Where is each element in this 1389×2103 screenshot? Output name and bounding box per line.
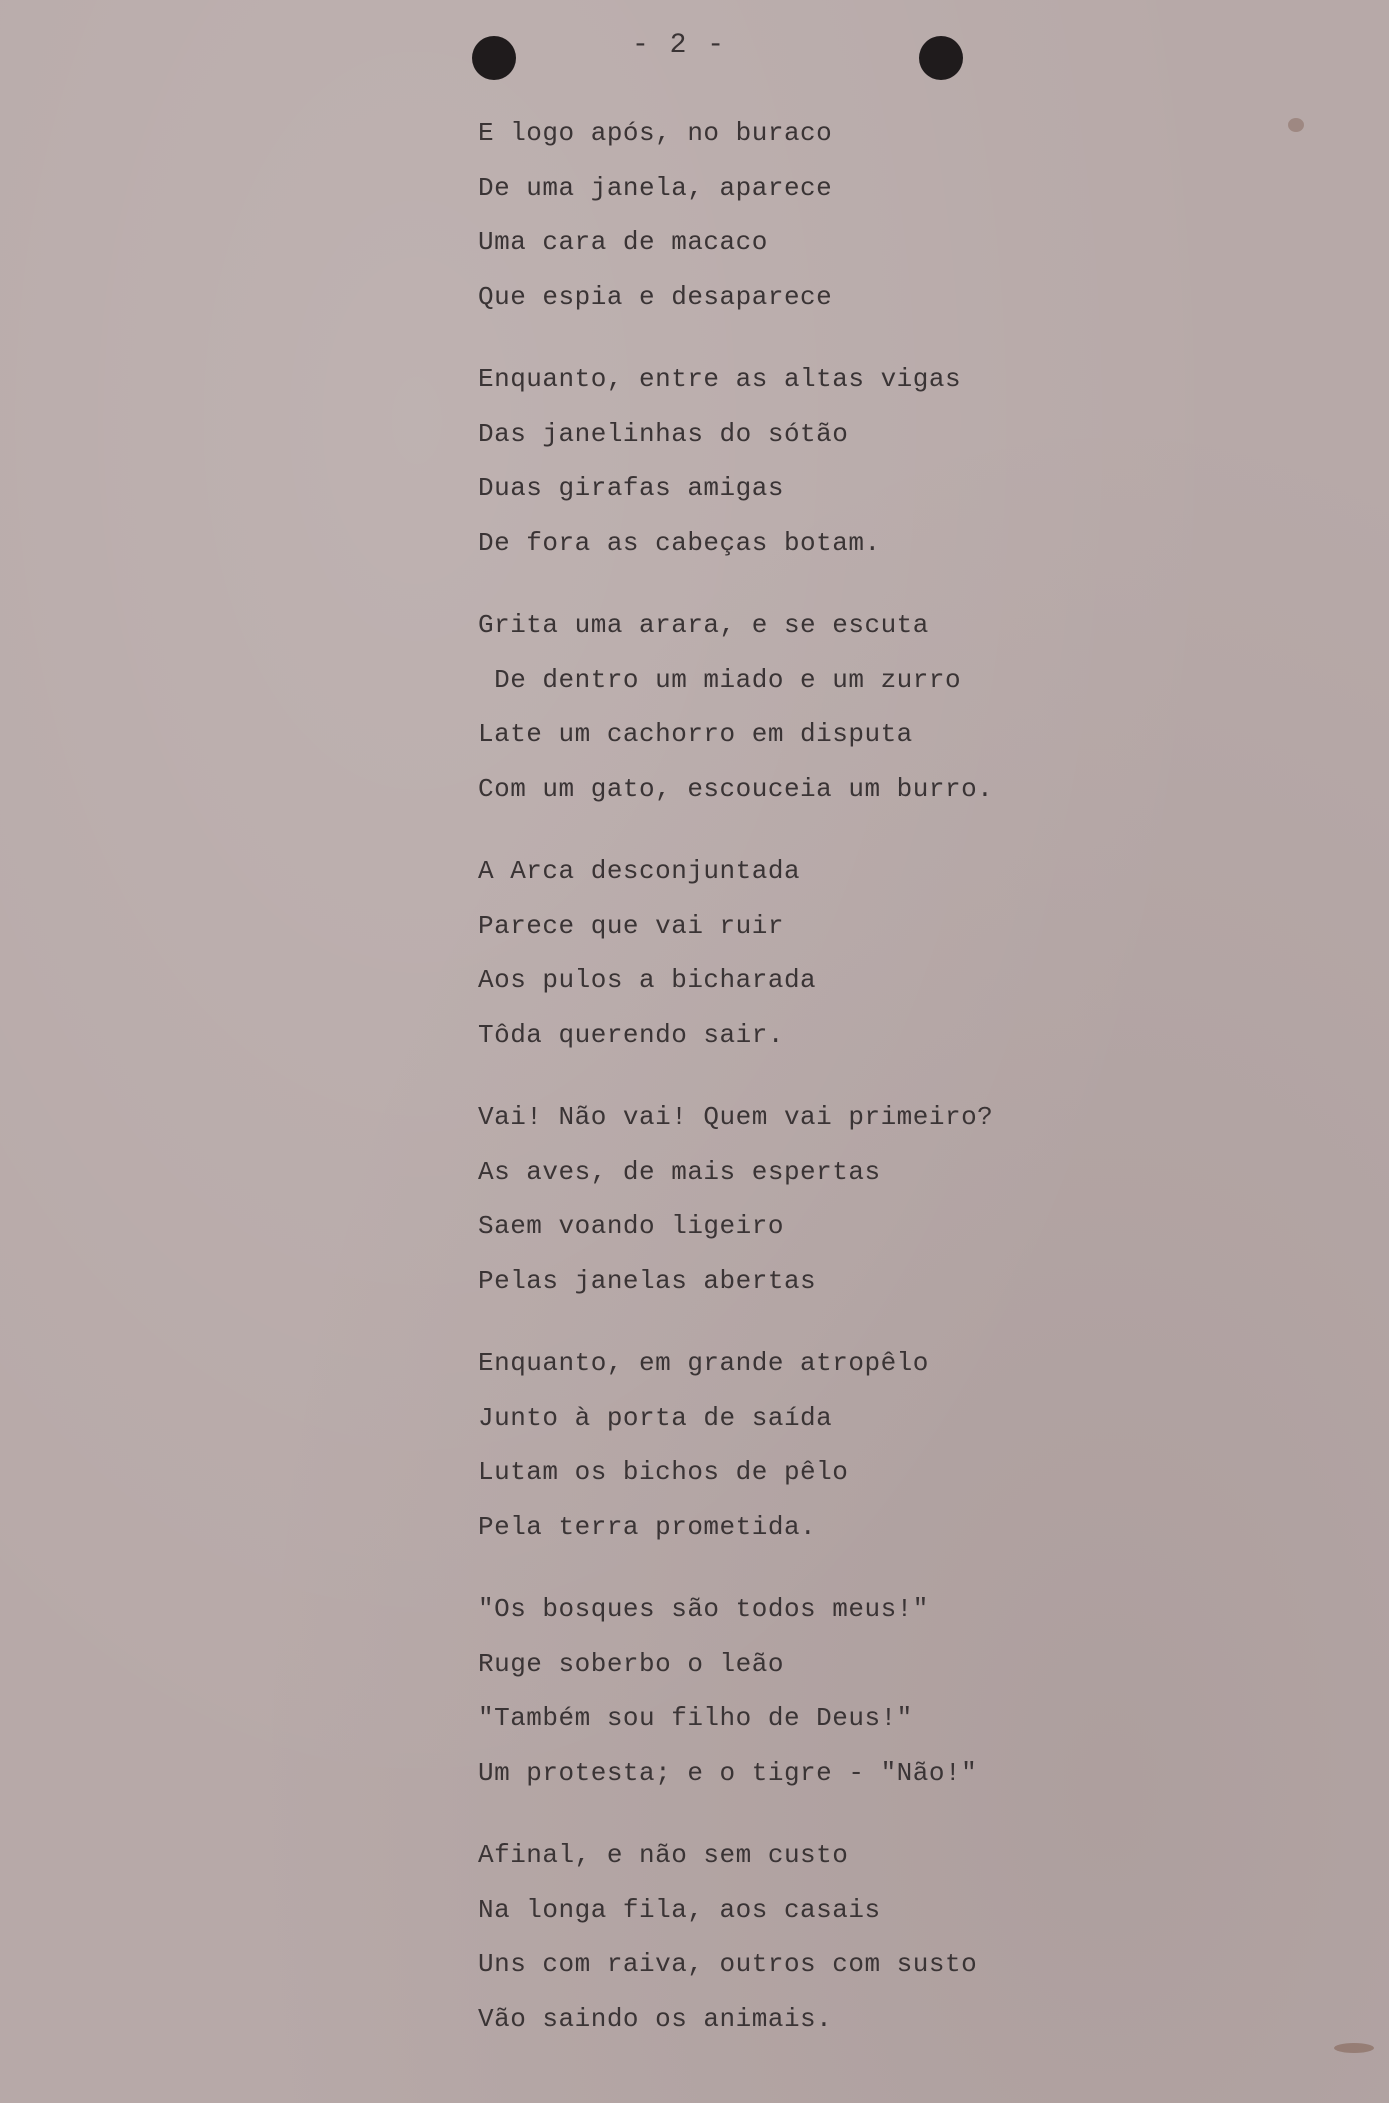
stanza bbox=[478, 844, 1118, 1062]
stanza bbox=[478, 106, 1118, 324]
punch-hole-left bbox=[472, 36, 516, 80]
poem-line: Ruge soberbo o leão bbox=[478, 1648, 784, 1679]
poem-line: Vai! Não vai! Quem vai primeiro? bbox=[478, 1102, 994, 1132]
stanza bbox=[478, 1090, 1118, 1308]
poem-line: Enquanto, em grande atropêlo bbox=[478, 1348, 929, 1378]
poem-line: Enquanto, entre as altas vigas bbox=[478, 364, 962, 394]
poem-line: Que espia e desaparece bbox=[478, 281, 833, 312]
poem-line: Pelas janelas abertas bbox=[478, 1265, 817, 1296]
poem-line: As aves, de mais espertas bbox=[478, 1156, 881, 1187]
poem-line: Um protesta; e o tigre - "Não!" bbox=[478, 1757, 978, 1788]
poem-line: Grita uma arara, e se escuta bbox=[478, 610, 929, 640]
poem-line: "Os bosques são todos meus!" bbox=[478, 1594, 929, 1624]
poem-line: Tôda querendo sair. bbox=[478, 1019, 784, 1050]
poem-line: E logo após, no buraco bbox=[478, 118, 833, 148]
poem-body bbox=[478, 106, 1118, 2074]
poem-line: Uma cara de macaco bbox=[478, 227, 768, 257]
poem-line: Junto à porta de saída bbox=[478, 1402, 833, 1433]
poem-line: Aos pulos a bicharada bbox=[478, 965, 817, 995]
poem-line: Afinal, e não sem custo bbox=[478, 1840, 849, 1870]
punch-hole-right bbox=[919, 36, 963, 80]
poem-line: Duas girafas amigas bbox=[478, 473, 784, 503]
poem-line: Uns com raiva, outros com susto bbox=[478, 1949, 978, 1979]
stanza bbox=[478, 1582, 1118, 1800]
poem-line: Saem voando ligeiro bbox=[478, 1211, 784, 1241]
poem-line: Com um gato, escouceia um burro. bbox=[478, 773, 994, 804]
page-number: - 2 - bbox=[632, 30, 727, 61]
stanza bbox=[478, 1828, 1118, 2046]
paper-stain bbox=[1288, 118, 1304, 132]
poem-line: "Também sou filho de Deus!" bbox=[478, 1703, 913, 1733]
poem-line: Das janelinhas do sótão bbox=[478, 418, 849, 449]
stanza bbox=[478, 352, 1118, 570]
stanza bbox=[478, 1336, 1118, 1554]
poem-line: Na longa fila, aos casais bbox=[478, 1894, 881, 1925]
stanza bbox=[478, 598, 1118, 816]
poem-line: Vão saindo os animais. bbox=[478, 2003, 833, 2034]
poem-line: Pela terra prometida. bbox=[478, 1511, 817, 1542]
poem-line: Parece que vai ruir bbox=[478, 910, 784, 941]
poem-line: De uma janela, aparece bbox=[478, 172, 833, 203]
poem-line: De dentro um miado e um zurro bbox=[478, 664, 962, 695]
poem-line: De fora as cabeças botam. bbox=[478, 527, 881, 558]
poem-line: Lutam os bichos de pêlo bbox=[478, 1457, 849, 1487]
paper-stain bbox=[1334, 2043, 1374, 2053]
poem-line: A Arca desconjuntada bbox=[478, 856, 801, 886]
poem-line: Late um cachorro em disputa bbox=[478, 719, 913, 749]
